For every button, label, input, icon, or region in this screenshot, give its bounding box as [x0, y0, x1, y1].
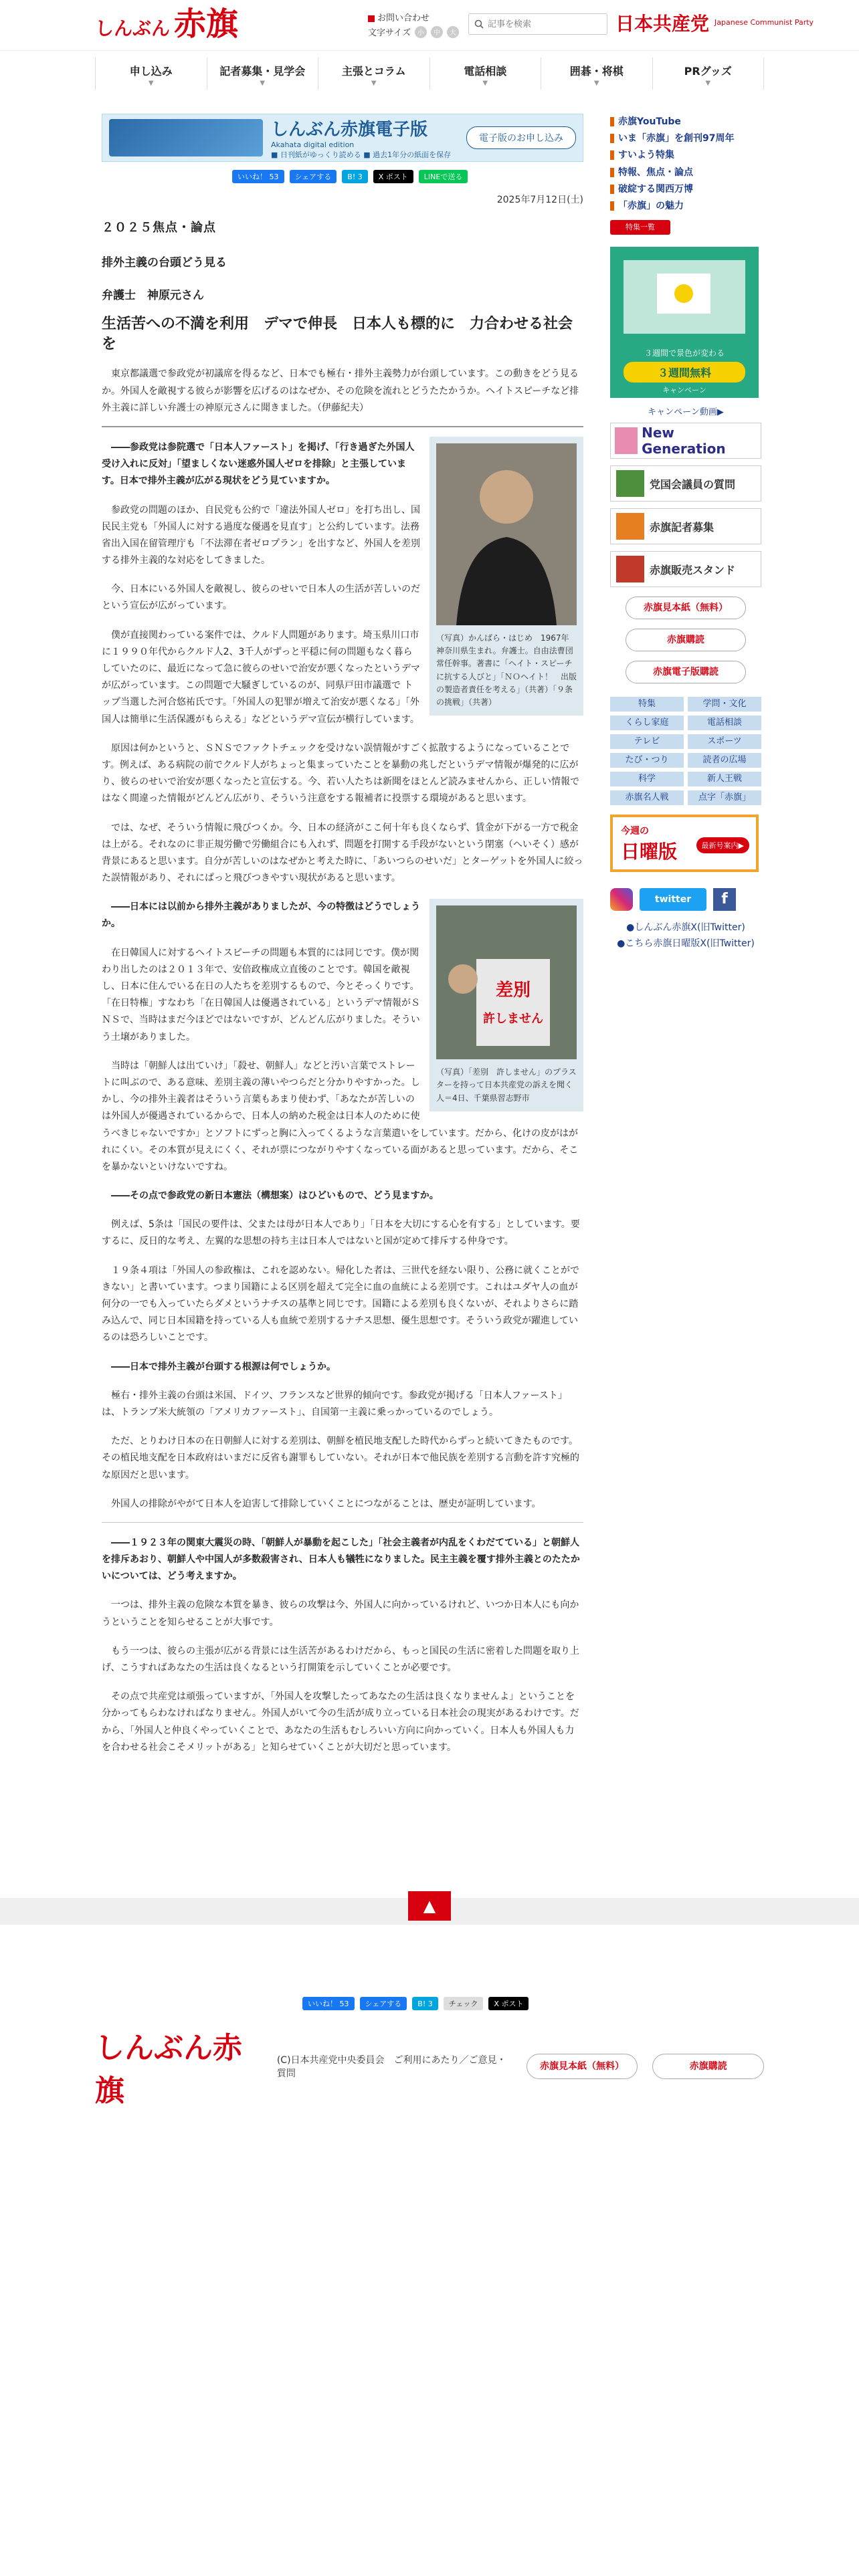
search-input[interactable]	[488, 19, 601, 29]
divider	[102, 426, 583, 427]
banner-label: 赤旗販売スタンド	[650, 563, 736, 576]
hatena-bookmark-button[interactable]: B! 3	[412, 1997, 438, 2010]
new-generation-icon	[615, 427, 638, 454]
protest-illustration	[436, 905, 577, 1059]
x-post-button[interactable]: X ポスト	[488, 1997, 529, 2010]
category-grid	[610, 697, 761, 805]
sidebar-link-anniversary[interactable]: いま「赤旗」を創刊97周年	[610, 130, 761, 147]
chevron-down-icon: ▼	[260, 80, 266, 87]
site-footer	[95, 2031, 764, 2108]
footer-logo[interactable]: しんぶん赤旗	[95, 2031, 242, 2108]
sidebar	[610, 114, 761, 950]
reporter-icon	[616, 513, 644, 540]
reporter-recruit-banner[interactable]	[610, 508, 761, 544]
banner-text	[271, 116, 458, 160]
footer-sample-button[interactable]: 赤旗見本紙（無料）	[527, 2054, 638, 2079]
photo-figure-1	[430, 437, 583, 716]
nav-item-phone[interactable]	[430, 58, 541, 90]
article-interviewee: 弁護士 神原元さん	[102, 289, 204, 302]
nav-item-subscribe[interactable]	[95, 58, 207, 90]
nav-item-label: 囲碁・将棋	[569, 65, 624, 78]
hatena-bookmark-button[interactable]: B! 3	[342, 170, 367, 183]
article-paragraph: 一つは、排外主義の危険な本質を暴き、彼らの攻撃は今、外国人に向かっているけれど、いつか日本人にも向かうということを知らせることが大事です。	[102, 1600, 579, 1628]
category-link[interactable]: 点字「赤旗」	[688, 790, 761, 805]
diet-questions-banner[interactable]	[610, 465, 761, 502]
diet-building-icon	[616, 470, 644, 497]
mixi-check-button[interactable]: チェック	[444, 1997, 484, 2010]
x-link-2[interactable]: ●こちら赤旗日曜版X(旧Twitter)	[617, 938, 755, 949]
stand-icon	[616, 556, 644, 582]
facebook-share-button[interactable]: シェアする	[360, 1997, 407, 2010]
sales-stand-banner[interactable]	[610, 551, 761, 587]
article-paragraph: 原因は何かというと、ＳＮＳでファクトチェックを受けない誤情報がすごく拡散するようになっていることです。例えば、ある病院の前でクルド人がちょっと集まっていたことを暴動の兆しだというデマ情報が爆発的に広がり、彼らのせいで治安が悪くなったと宣伝する。今、若い人たちは新聞をほとんど読みませんから、正しい情報ではなく間違った情報がどんどん広がり、そういう注意をする報補者に投票する環境があると思います。	[102, 742, 579, 804]
share-bar	[102, 170, 583, 183]
category-link[interactable]: くらし家庭	[610, 716, 684, 730]
nav-item-recruit[interactable]	[207, 58, 318, 90]
subscribe-button[interactable]: 赤旗購読	[626, 629, 746, 651]
facebook-like-button[interactable]: いいね！ 53	[232, 170, 284, 183]
article-paragraph: 当時は「朝鮮人は出ていけ」「殺せ、朝鮮人」などと汚い言葉でストレートに叫ぶので、ある意味、差別主義の薄いやつらだと分かりやすかった。しかし、今の排外主義者はそういう言葉もあまり使わず、「あなたが苦しいのは外国人が優遇されているからで、日本人の納めた税金は日本人のために使うべきじゃないですか」とソフトにずっと胸に入ってくるような言葉遣いをしています。だから、化けの皮がはがれにくい。その本質が見えにくく、それが票につながりやすくなっている面があると思っています。だから、そこを暴かないといけないですね。	[102, 1060, 579, 1172]
sidebar-link-focus[interactable]: 特報、焦点・論点	[610, 165, 761, 181]
photo-figure-2	[430, 899, 583, 1111]
party-logo[interactable]	[615, 9, 814, 36]
article-paragraph: 在日韓国人に対するヘイトスピーチの問題も本質的には同じです。僕が関わり出したのは２０１３年で、安倍政権成立直後のことです。韓国を敵視し、日本に住んでいる在日の人たちを差別するもので、今とそっくりです。「在日特権」すなわち「在日韓国人は優遇されている」というデマ情報がＳＮＳで、当時はまだ今ほどではないですが、どんどん広がりました。そういう土壌がありました。	[102, 947, 420, 1043]
chevron-down-icon: ▼	[593, 80, 599, 87]
chevron-down-icon: ▼	[371, 80, 377, 87]
sign-text: 差別	[495, 980, 531, 1001]
article-date: 2025年7月12日(土)	[496, 195, 583, 205]
interview-question: ――その点で参政党の新日本憲法（構想案）はひどいもので、どう見ますか。	[111, 1190, 439, 1202]
article-paragraph: 例えば、5条は「国民の要件は、父または母が日本人であり」「日本を大切にする心を有する」としています。要するに、反日的な考え、左翼的な思想の持ち主は日本人ではないと国が定めて排斥する仲身です。	[102, 1219, 580, 1247]
twitter-icon[interactable]: twitter	[640, 888, 706, 911]
font-size-label: 文字サイズ	[368, 28, 411, 38]
article-paragraph: では、なぜ、そういう情報に飛びつくか。今、日本の経済がここ何十年も良くならず、賃金が下がる一方で税金は上がる。それなのに非正規労働で労働組合にも入れず、問題を打開する手段がないという閉塞（へいそく）感が背景にあると思います。自分が苦しいのはなぜかと考えた時に、「あいつらのせいだ」とターゲットを外国人に絞った誤情報があり、それにぱっと飛びつきやすい現状があると思います。	[102, 822, 583, 884]
article-kicker: ２０２５焦点・論点	[102, 221, 216, 235]
latest-issue-button[interactable]: 最新号案内▶	[696, 837, 749, 853]
interviewee-photo	[436, 443, 577, 625]
line-share-button[interactable]: LINEで送る	[419, 170, 468, 183]
category-link[interactable]: 学問・文化	[688, 697, 761, 712]
ad-illustration	[610, 247, 759, 340]
article-subtitle: 排外主義の台頭どう見る	[102, 256, 227, 270]
sunday-edition-this-week: 今週の	[621, 826, 649, 837]
banner-apply-button[interactable]: 電子版のお申し込み	[466, 126, 576, 149]
ad-campaign-label: キャンペーン	[662, 386, 706, 395]
category-link[interactable]: 電話相談	[688, 716, 761, 730]
divider	[102, 1522, 583, 1523]
article-paragraph: 極右・排外主義の台頭は米国、ドイツ、フランスなど世界的傾向です。参政党が掲げる「日本人ファースト」は、トランプ米大統領の「アメリカファースト」、自国第一主義に乗っかっているのでしょう。	[102, 1390, 567, 1418]
digital-edition-banner[interactable]	[102, 114, 583, 162]
global-nav	[95, 58, 764, 90]
category-link[interactable]: 科学	[610, 772, 684, 786]
interview-question: ――日本で排外主義が台頭する根源は何でしょうか。	[111, 1361, 336, 1372]
photo-caption-1: （写真）かんばら・はじめ 1967年神奈川県生まれ。弁護士。自由法曹団常任幹事。著書に「ヘイト・スピーチに抗する人びと」「ＮＯヘイト！ 出版の製造者責任を考える」（共著）「９条の挑戦」（共著）	[436, 633, 577, 707]
category-link[interactable]: スポーツ	[688, 734, 761, 749]
article-paragraph: １９条４項は「外国人の参政権は、これを認めない。帰化した者は、三世代を経ない限り、公務に就くことができない」と書いています。つまり国籍による区別を超えて完全に血の血統による差別です。これはユダヤ人の血が何分の一でも入っていたらダメというナチスの基準と同じです。国籍による差別も良くないが、それよりさらに踏み込んで、同じ日本国籍を持っている人も血統で差別するナチス思想、優生思想です。そういう政党が躍進しているのは恐ろしいことです。	[102, 1265, 579, 1344]
party-name-jp: 日本共産党	[615, 13, 710, 35]
article-paragraph: 今、日本にいる外国人を敵視し、彼らのせいで日本人の生活が苦しいのだという宣伝が広がっています。	[102, 584, 420, 612]
article-paragraph: 外国人の排除がやがて日本人を迫害して排除していくことにつながることは、歴史が証明しています。	[111, 1498, 541, 1509]
font-size-large-button[interactable]: 大	[447, 26, 459, 38]
sample-paper-button[interactable]: 赤旗見本紙（無料）	[626, 597, 746, 619]
x-post-button[interactable]: X ポスト	[373, 170, 413, 183]
banner-note: ■ 日刊紙がゆっくり読める ■ 過去1年分の紙面を保存	[271, 150, 452, 159]
banner-title: しんぶん赤旗電子版	[271, 120, 428, 140]
interview-question: ――参政党は参院選で「日本人ファースト」を掲げ、「行き過ぎた外国人受け入れに反対」「望ましくない迷惑外国人ゼロを排除」と主張しています。日本で排外主義が広がる現状をどう見ていますか。	[102, 441, 415, 487]
nav-item-label: 申し込み	[129, 65, 173, 78]
sign-text-2: 許しません	[483, 1012, 543, 1027]
site-header	[0, 0, 859, 51]
interview-question: ――１９２３年の関東大震災の時、「朝鮮人が暴動を起こした」「社会主義者が内乱をくわだてている」と朝鮮人を排斥あおり、朝鮮人や中国人が多数殺害され、日本人も犠牲になりました。民主主義を覆す排外主義とのたたかいについては、どう考えますか。	[102, 1537, 580, 1582]
logo-large-text: 赤旗	[174, 5, 239, 43]
back-to-top-button[interactable]: ▲	[408, 1891, 451, 1921]
nav-item-goods[interactable]	[652, 58, 765, 90]
contact-label: お問い合わせ	[377, 13, 430, 23]
main-content	[102, 114, 583, 1756]
protest-photo	[436, 905, 577, 1059]
category-link[interactable]: 赤旗名人戦	[610, 790, 684, 805]
new-generation-banner[interactable]	[610, 423, 761, 459]
person-illustration	[436, 443, 577, 625]
nav-item-go-shogi[interactable]	[541, 58, 652, 90]
category-link[interactable]: 新人王戦	[688, 772, 761, 786]
nav-item-column[interactable]	[318, 58, 430, 90]
banner-label: 党国会議員の質問	[650, 477, 736, 491]
banner-subtitle: Akahata digital edition	[271, 140, 355, 149]
chevron-down-icon: ▼	[148, 80, 154, 87]
font-size-medium-button[interactable]: 中	[431, 26, 443, 38]
facebook-icon[interactable]: f	[713, 888, 736, 911]
copyright-text: (C)日本共産党中央委員会 ご利用にあたり／ご意見・質問	[276, 2055, 506, 2079]
category-link[interactable]: たび・つり	[610, 753, 684, 768]
digital-trial-ad[interactable]	[610, 247, 759, 398]
ad-free-badge: ３週間無料	[624, 362, 745, 383]
nav-item-label: 記者募集・見学会	[219, 65, 306, 78]
sunday-edition-banner[interactable]	[610, 815, 759, 872]
chevron-down-icon: ▼	[705, 80, 711, 87]
sidebar-link-expo[interactable]: 破綻する関西万博	[610, 181, 761, 198]
site-logo[interactable]	[95, 5, 239, 43]
facebook-like-button[interactable]: いいね！ 53	[302, 1997, 355, 2010]
article-lead: 東京都議選で参政党が初議席を得るなど、日本でも極右・排外主義勢力が台頭しています。この動きをどう見るか。外国人を敵視する彼らが影響を広げるのはなぜか、その危険を流れとどうたたかうか。ヘイトスピーチなど排外主義に詳しい弁護士の神原元さんに聞きました。（伊藤紀夫）	[102, 368, 579, 413]
sidebar-link-wednesday-feature[interactable]: すいよう特集	[610, 147, 761, 164]
interview-question: ――日本には以前から排外主義がありましたが、今の特徴はどうでしょうか。	[102, 901, 420, 930]
new-generation-title: New Generation	[642, 425, 726, 457]
category-link[interactable]: 特集	[610, 697, 684, 712]
footer-subscribe-button[interactable]: 赤旗購読	[652, 2054, 764, 2079]
photo-caption-2: （写真）「差別 許しません」のプラスターを持って日本共産党の訴えを聞く人＝4日、千葉県習志野市	[436, 1067, 577, 1103]
sidebar-link-youtube[interactable]: 赤旗YouTube	[610, 114, 761, 130]
article-paragraph: 参政党の問題のほか、自民党も公約で「違法外国人ゼロ」を打ち出し、国民民主党も「外国人に対する過度な優遇を見直す」と公約しています。法務省出入国在留管理庁も「不法滞在者ゼロプラン」を出すなど、外国人を差別する排外主義的な対応をしてきました。	[102, 504, 420, 566]
footer-share-bar	[302, 1997, 529, 2010]
x-link-1[interactable]: ●しんぶん赤旗X(旧Twitter)	[626, 922, 745, 934]
article-paragraph: もう一つは、彼らの主張が広がる背景には生活苦があるわけだから、もっと国民の生活に密着した問題を取り上げ、こうすればあなたの生活は良くなるという打開策を示していくことが必要です。	[102, 1645, 579, 1673]
font-size-control	[368, 25, 459, 38]
contact-icon	[368, 15, 375, 22]
banner-label: 赤旗記者募集	[650, 520, 714, 534]
nav-item-label: 電話相談	[464, 65, 507, 78]
sidebar-link-appeal[interactable]: 「赤旗」の魅力	[610, 198, 761, 215]
ad-tagline: ３週間で景色が変わる	[644, 348, 725, 358]
article-headline: 生活苦への不満を利用 デマで伸長 日本人も標的に 力合わせる社会を	[102, 316, 573, 352]
font-size-small-button[interactable]: 小	[415, 26, 427, 38]
search-icon[interactable]	[474, 19, 484, 29]
facebook-share-button[interactable]: シェアする	[290, 170, 337, 183]
digital-subscribe-button[interactable]: 赤旗電子版購読	[626, 661, 746, 683]
instagram-icon[interactable]	[610, 888, 633, 911]
contact-link[interactable]	[368, 11, 430, 23]
nav-item-label: 主張とコラム	[341, 65, 406, 78]
article-paragraph: その点で共産党は頑張っていますが、「外国人を攻撃したってあなたの生活は良くなりませんよ」ということを分かってもらわなければなりません。外国人がいて今の生活が成り立っている日本社会の現実があるわけです。だから、「外国人と仲良くやっていくことで、あなたの生活もむしろいい方向に向かっていく。日本人も外国人も力を合わせる社会こそメリットがある」と知らせていくことが大切だと思っています。	[102, 1691, 579, 1753]
logo-small-text: しんぶん	[95, 17, 171, 39]
party-name-en: Japanese Communist Party	[714, 17, 814, 27]
nav-item-label: PRグッズ	[684, 65, 732, 78]
sns-links	[610, 888, 761, 911]
campaign-movie-link[interactable]: キャンペーン動画▶	[648, 407, 724, 418]
special-list-button[interactable]: 特集一覧	[610, 220, 670, 235]
chevron-down-icon: ▼	[482, 80, 488, 87]
devices-image	[109, 119, 263, 156]
category-link[interactable]: 読者の広場	[688, 753, 761, 768]
search-box	[468, 13, 607, 35]
category-link[interactable]: テレビ	[610, 734, 684, 749]
article-paragraph: 僕が直接関わっている案件では、クルド人問題があります。埼玉県川口市に１９９０年代からクルド人2、3千人がずっと平穏に何の問題もなく暮らしていたのに、最近になって急に彼らのせいで治安が悪くなったというデマが広がっています。この問題で大騒ぎしているのが、同県戸田市議選で トップ当選した河合悠祐氏です。「外国人の犯罪が増えて治安が悪くなる」「外国人は簡単に生活保護がもらえる」などというデマ宣伝が横行しています。	[102, 629, 420, 725]
article-paragraph: ただ、とりわけ日本の在日朝鮮人に対する差別は、朝鮮を植民地支配した時代からずっと続いてきたものです。その植民地支配を日本政府はいまだに反省も謝罪もしていない。それが日本で他民族を差別する言動を許す究極的な原因だと思います。	[102, 1436, 579, 1481]
sunday-edition-title: 日曜版	[621, 841, 678, 863]
